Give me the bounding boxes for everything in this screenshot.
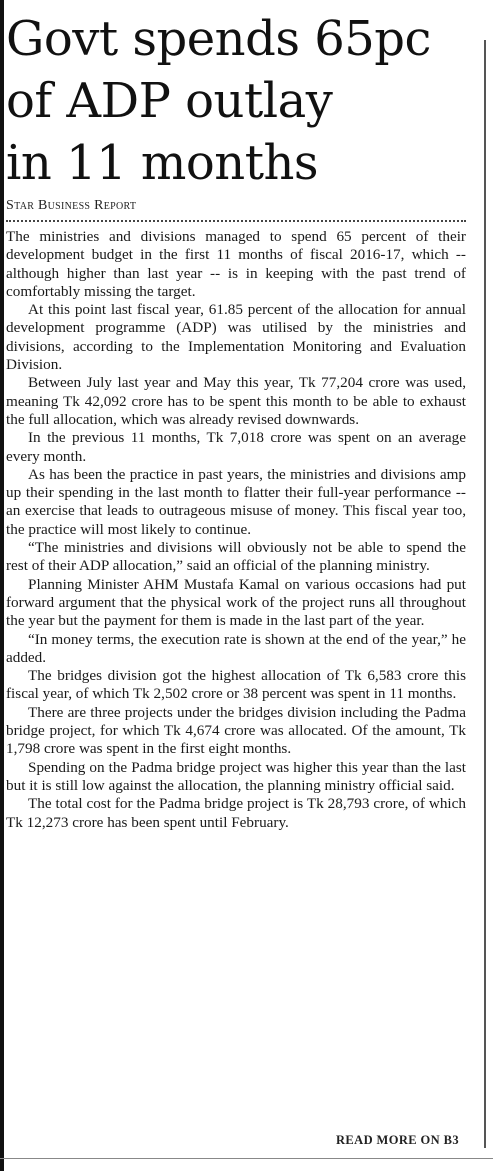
paragraph: As has been the practice in past years, the ministries and divisions amp up their spending in the last month to flatter their full-year performance -- an exercise that leads to outrageous misuse of money. This fiscal year too, the practice will most likely to continue. [6,465,466,538]
left-column-rule [0,0,4,1171]
headline-line-1: Govt spends 65pc [6,11,431,67]
paragraph: The ministries and divisions managed to spend 65 percent of their development budget in the first 11 months of fiscal 2016-17, which -- although higher than last year -- is in keeping with the past trend of comfortably missing the target. [6,228,466,300]
paragraph: Planning Minister AHM Mustafa Kamal on various occasions had put forward argument that the physical work of the project runs all throughout the year but the payment for them is made in the last part of the year. [6,575,466,630]
headline-line-3: in 11 months [6,135,319,191]
paragraph: Spending on the Padma bridge project was higher this year than the last but it is still low against the allocation, the planning ministry official said. [6,758,466,794]
right-column-rule [484,40,486,1148]
paragraph: Between July last year and May this year, Tk 77,204 crore was used, meaning Tk 42,092 crore has to be spent this month to be able to exhaust the full allocation, which was already revised downwards. [6,374,466,428]
paragraph: “The ministries and divisions will obviously not be able to spend the rest of their ADP allocation,” said an official of the planning ministry. [6,539,466,575]
paragraph: There are three projects under the bridges division including the Padma bridge project, for which Tk 4,674 crore was allocated. Of the amount, Tk 1,798 crore was spent in the first eight months. [6,703,466,758]
paragraph: “In money terms, the execution rate is shown at the end of the year,” he added. [6,630,466,666]
read-more-link[interactable]: READ MORE ON B3 [336,1133,460,1147]
bottom-rule [0,1158,493,1159]
byline: Star Business Report [6,198,137,213]
paragraph: The bridges division got the highest allocation of Tk 6,583 crore this fiscal year, of which Tk 2,502 crore or 38 percent was spent in 11 months. [6,667,466,703]
byline-divider [6,220,466,222]
article [6,8,466,832]
article-body [6,228,466,832]
paragraph: At this point last fiscal year, 61.85 percent of the allocation for annual development programme (ADP) was utilised by the ministries and divisions, according to the Implementation Monitoring and Evaluation Division. [6,301,466,374]
paragraph: In the previous 11 months, Tk 7,018 crore was spent on an average every month. [6,429,466,465]
headline-line-2: of ADP outlay [6,73,333,129]
headline [6,8,466,194]
paragraph: The total cost for the Padma bridge project is Tk 28,793 crore, of which Tk 12,273 crore has been spent until February. [6,795,466,831]
